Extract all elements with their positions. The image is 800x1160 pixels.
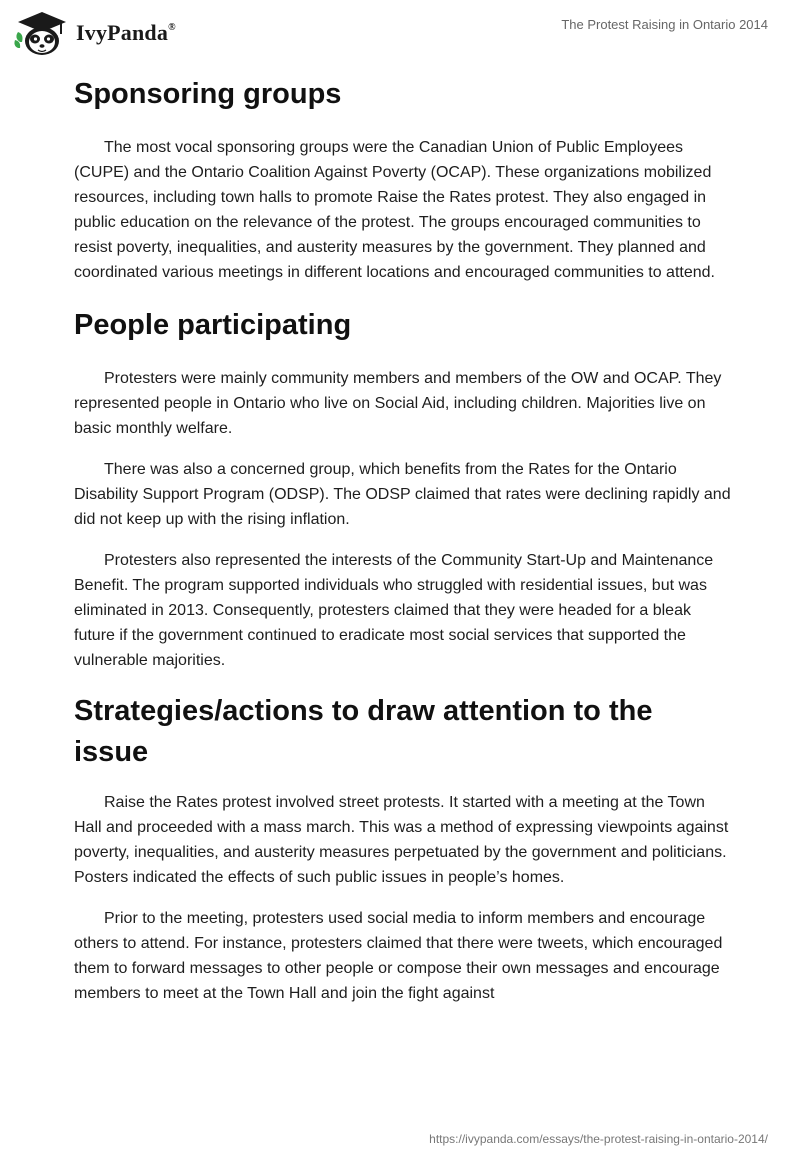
heading-people-participating: People participating xyxy=(74,309,352,341)
paragraph: The most vocal sponsoring groups were the Canadian Union of Public Employees (CUPE) and the Ontario Coalition Against Poverty (OCAP). These organizations mobilized resources, including town halls to promote Raise the Rates protest. They also engaged in public education on the relevance of the protest. The groups encouraged communities to resist poverty, inequalities, and austerity measures by the government. They planned and coordinated various meetings in different locations and encouraged communities to attend. xyxy=(74,139,715,281)
ivypanda-logo[interactable] xyxy=(14,8,176,58)
paragraph: Protesters also represented the interests of the Community Start-Up and Maintenance Benefit. The program supported individuals who struggled with residential issues, but was eliminated in 2013. Consequently, protesters claimed that they were headed for a bleak future if the government continued to eradicate most social services that supported the vulnerable majorities. xyxy=(74,552,714,669)
heading-sponsoring-groups: Sponsoring groups xyxy=(74,78,342,110)
heading-strategies: Strategies/actions to draw attention to the issue xyxy=(74,695,653,768)
paragraph: Prior to the meeting, protesters used social media to inform members and encourage others to attend. For instance, protesters claimed that there were tweets, which encouraged them to forward messages to other people or compose their own messages and encourage members to meet at the Town Hall and join the fight against xyxy=(74,910,723,1002)
page-header xyxy=(0,0,800,70)
paragraph: Raise the Rates protest involved street protests. It started with a meeting at the Town Hall and proceeded with a mass march. This was a method of expressing viewpoints against poverty, inequalities, and austerity measures perpetuated by the government and politicians. Posters indicated the effects of such public issues in people’s homes. xyxy=(74,794,729,886)
paragraph: Protesters were mainly community members and members of the OW and OCAP. They represented people in Ontario who live on Social Aid, including children. Majorities live on basic monthly welfare. xyxy=(74,370,722,437)
panda-graduate-icon xyxy=(14,8,70,58)
source-url-link[interactable]: https://ivypanda.com/essays/the-protest-raising-in-ontario-2014/ xyxy=(429,1132,768,1146)
essay-body xyxy=(74,70,734,1006)
document-title: The Protest Raising in Ontario 2014 xyxy=(561,17,768,32)
brand-name: IvyPanda® xyxy=(76,20,176,45)
paragraph: There was also a concerned group, which benefits from the Rates for the Ontario Disability Support Program (ODSP). The ODSP claimed that rates were declining rapidly and did not keep up with the rising inflation. xyxy=(74,461,731,528)
